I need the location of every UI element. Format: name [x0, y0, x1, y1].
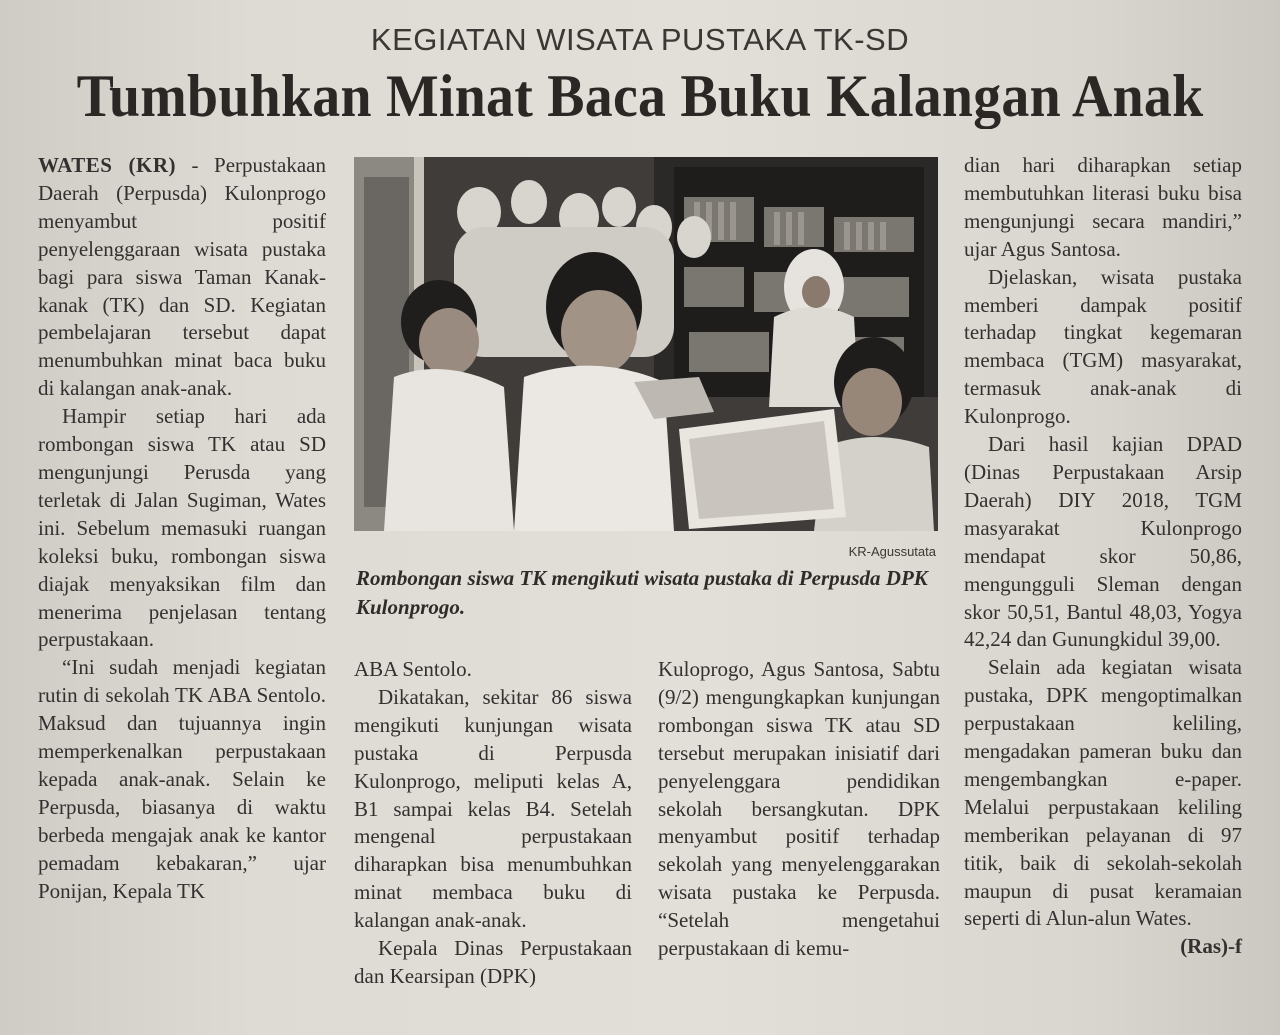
author-signoff: (Ras)-f	[1180, 934, 1242, 959]
article-paragraph	[964, 654, 1242, 959]
article-column-4	[964, 152, 1242, 961]
photo-library-children-illustration	[354, 157, 938, 531]
article-column-2	[354, 656, 632, 991]
article-paragraph: Hampir setiap hari ada rombongan siswa TK atau SD mengunjungi Perusda yang terletak di Jalan Sugiman, Wates ini. Sebelum memasuki ruangan koleksi buku, rombongan siswa diajak menyaksikan film dan menerima penjelasan tentang perpustakaan.	[38, 404, 326, 652]
article-paragraph: Djelaskan, wisata pustaka memberi dampak positif terhadap tingkat kegemaran membaca (TGM) masyarakat, termasuk anak-anak di Kulonprogo.	[964, 264, 1242, 429]
article-paragraph: ABA Sentolo.	[354, 657, 472, 681]
paragraph-text: Selain ada kegiatan wisata pustaka, DPK mengoptimalkan perpustakaan keliling, mengadakan pameran buku dan mengembangkan e-paper. Melalui perpustakaan keliling memberikan pelayanan di 97 titik, baik di sekolah-sekolah maupun di pusat keramaian seperti di Alun-alun Wates.	[964, 655, 1242, 931]
photo-credit: KR-Agussutata	[848, 544, 936, 559]
dateline: WATES (KR)	[38, 153, 176, 177]
article-paragraph	[38, 152, 326, 403]
article-headline: Tumbuhkan Minat Baca Buku Kalangan Anak	[76, 63, 1204, 129]
article-paragraph: Kuloprogo, Agus Santosa, Sabtu (9/2) mengungkapkan kunjungan rombongan siswa TK atau SD tersebut merupakan inisiatif dari penyelenggara pendidikan sekolah bersangkutan. DPK menyambut positif terhadap sekolah yang menyelenggarakan wisata pustaka ke Perpusda. “Setelah mengetahui perpustakaan di kemu-	[658, 657, 940, 961]
article-photo	[354, 157, 938, 531]
article-column-1	[38, 152, 326, 905]
adjacent-column-fragment	[1266, 130, 1280, 690]
article-paragraph: Dikatakan, sekitar 86 siswa mengikuti kunjungan wisata pustaka di Perpusda Kulonprogo, meliputi kelas A, B1 sampai kelas B4. Setelah mengenal perpustakaan diharapkan bisa menumbuhkan minat membaca buku di kalangan anak-anak.	[354, 684, 632, 933]
photo-caption: Rombongan siswa TK mengikuti wisata pustaka di Perpusda DPK Kulonprogo.	[356, 566, 928, 619]
article-paragraph: Kepala Dinas Perpustakaan dan Kearsipan (DPK)	[354, 936, 632, 988]
article-paragraph: Dari hasil kajian DPAD (Dinas Perpustakaan Arsip Daerah) DIY 2018, TGM masyarakat Kulonprogo mendapat skor 50,86, mengungguli Sleman dengan skor 50,51, Bantul 48,03, Yogya 42,24 dan Gunungkidul 39,00.	[964, 432, 1242, 652]
article-column-3	[658, 656, 940, 963]
article-paragraph: “Ini sudah menjadi kegiatan rutin di sekolah TK ABA Sentolo. Maksud dan tujuannya ingin memperkenalkan perpustakaan kepada anak-anak. Selain ke Perpusda, biasanya di waktu berbeda mengajak anak ke kantor pemadam kebakaran,” ujar Ponijan, Kepala TK	[38, 655, 326, 903]
article-paragraph: dian hari diharapkan setiap membutuhkan literasi buku bisa mengunjungi secara mandiri,” ujar Agus Santosa.	[964, 153, 1242, 261]
article-kicker: KEGIATAN WISATA PUSTAKA TK-SD	[370, 22, 910, 57]
paragraph-text: - Perpustakaan Daerah (Perpusda) Kulonprogo menyambut positif penyelenggaraan wisata pustaka bagi para siswa Taman Kanak-kanak (TK) dan SD. Kegiatan pembelajaran tersebut dapat menumbuhkan minat baca buku di kalangan anak-anak.	[38, 153, 326, 401]
